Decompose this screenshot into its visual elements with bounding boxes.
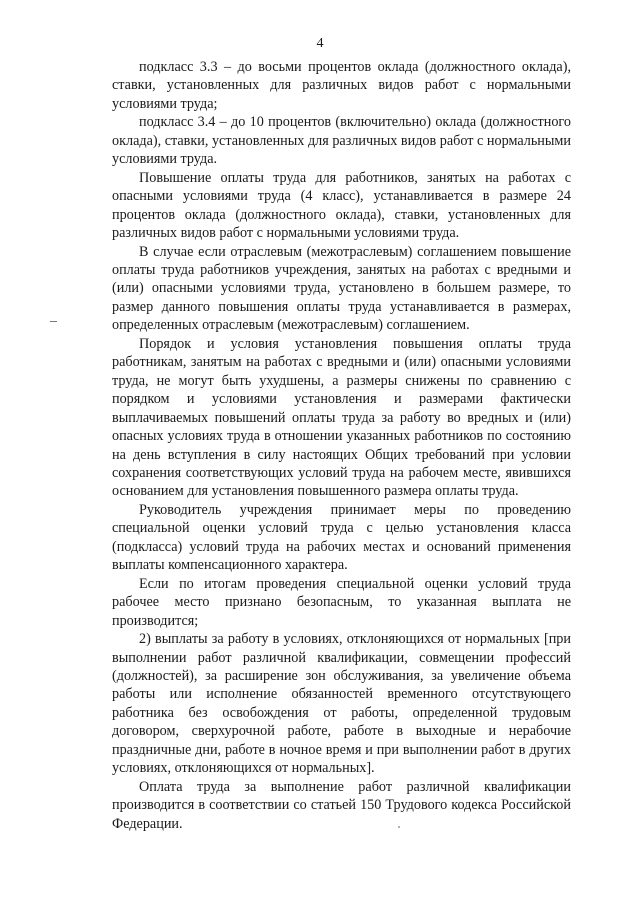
paragraph-safe-workplace: Если по итогам проведения специальной оценки условий труда рабочее место признано безопасным, то указанная выплата не производится;: [112, 575, 571, 629]
paragraph-procedure-conditions: Порядок и условия установления повышения оплаты труда работникам, занятым на работах с вредными и (или) опасными условиями труда, не могут быть ухудшены, а размеры снижены по сравнению с порядком и условиями установления и размерами фактически выплачиваемых повышений оплаты труда за работу во вредных и (или) опасных условиях труда в отношении указанных работников по состоянию на день вступления в силу настоящих Общих требований при условии сохранения соответствующих условий труда на рабочем месте, явившихся основанием для установления повышенного размера оплаты труда.: [112, 335, 571, 500]
paragraph-subclass-3-4: подкласс 3.4 – до 10 процентов (включительно) оклада (должностного оклада), ставки, установленных для различных видов работ с нормальными условиями труда.: [112, 114, 571, 168]
document-body: [112, 58, 571, 833]
paragraph-hazardous-class-4: Повышение оплаты труда для работников, занятых на работах с опасными условиями труда (4 класс), устанавливается в размере 24 процентов оклада (должностного оклада), ставки, установленных для различных видов работ с нормальными условиями труда.: [112, 169, 571, 242]
margin-mark: [50, 321, 57, 322]
paragraph-special-assessment: Руководитель учреждения принимает меры по проведению специальной оценки условий труда с целью установления класса (подкласса) условий труда на рабочих местах и оснований применения выплаты компенсационного характера.: [112, 501, 571, 574]
paragraph-subclass-3-3: подкласс 3.3 – до восьми процентов оклада (должностного оклада), ставки, установленных для различных видов работ с нормальными условиями труда;: [112, 59, 571, 112]
page-number: 4: [316, 36, 324, 51]
paragraph-deviating-conditions: 2) выплаты за работу в условиях, отклоняющихся от нормальных [при выполнении работ различной квалификации, совмещении профессий (должностей), за расширение зон обслуживания, за увеличение объема работы или исполнение обязанностей временного отсутствующего работника без освобождения от работы, определенной трудовым договором, сверхурочной работе, работе в выходные и нерабочие праздничные дни, работе в ночное время и при выполнении работ в других условиях, отклоняющихся от нормальных].: [112, 631, 571, 777]
paragraph-industry-agreement: В случае если отраслевым (межотраслевым) соглашением повышение оплаты труда работников учреждения, занятых на работах с вредными и (или) опасными условиями труда, установлено в большем размере, то размер данного повышения оплаты труда устанавливается в размерах, определенных отраслевым (межотраслевым) соглашением.: [112, 243, 571, 334]
paragraph-qualification-pay: Оплата труда за выполнение работ различной квалификации производится в соответствии со статьей 150 Трудового кодекса Российской Федерации.: [112, 778, 571, 832]
